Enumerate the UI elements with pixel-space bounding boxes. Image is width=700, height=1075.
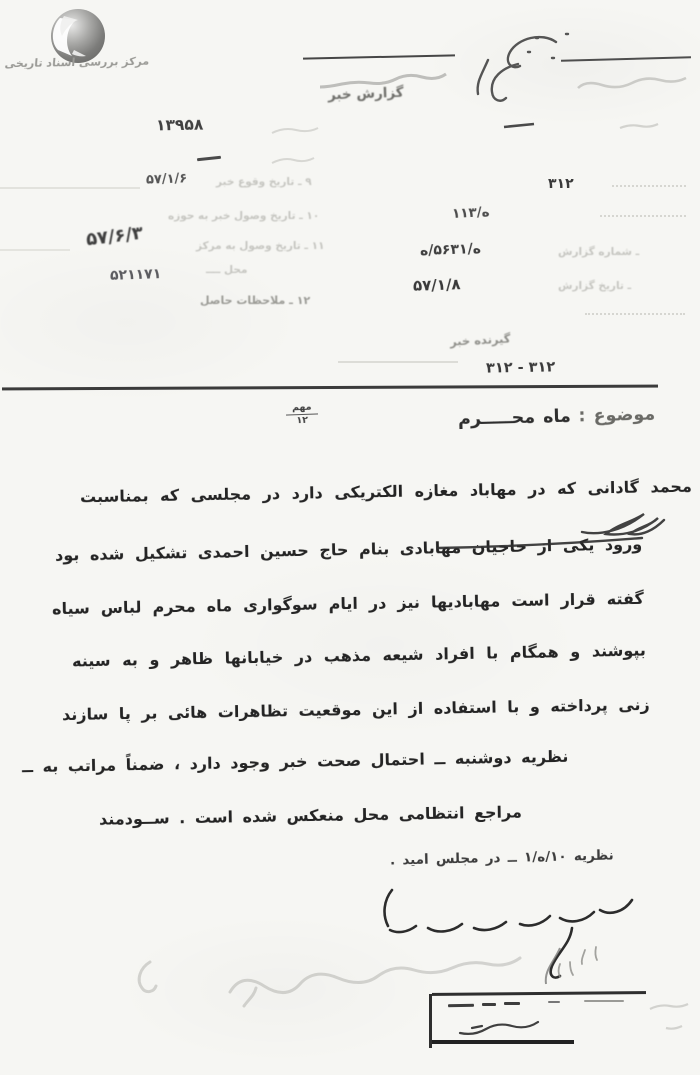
margin-note-bottom: ۱۲ <box>296 414 309 427</box>
body-line: محمد گادانی که در مهاباد مغازه الکتریکی دارد در مجلسی که بمناسبت <box>80 476 693 507</box>
signature-tail <box>546 948 560 984</box>
report-title: گزارش خبر <box>327 84 404 104</box>
faint-note <box>272 158 314 163</box>
header-rule-right <box>561 56 691 61</box>
faint-note <box>620 124 658 128</box>
faint-rule <box>0 249 70 251</box>
field-report-date-label: ـ تاریخ گزارش <box>558 280 632 292</box>
faint-header-text <box>578 78 686 88</box>
faint-digit-marks <box>559 947 598 977</box>
stamp-entry-dash <box>584 1000 624 1002</box>
subject-label: موضوع : <box>577 404 656 427</box>
body-line: گفته قرار است مهابادیها نیز در ایام سوگواری ماه محرم لباس سیاه <box>52 588 645 619</box>
stamp-entry-dash <box>548 1001 560 1003</box>
field-center-date-label: ۱۱ ـ تاریخ وصول به مرکز <box>196 240 325 252</box>
stamp-interior-scrawl <box>460 1022 538 1034</box>
pen-mark <box>197 156 221 161</box>
opinion-line: نظریه ۱۰/ه/۱ ــ در مجلس امید . <box>390 847 615 869</box>
faint-rule <box>338 361 458 363</box>
faint-stamp-side-marks <box>650 1004 688 1029</box>
body-line: نظریه دوشنبه ــ احتمال صحت خبر وجود دارد ، ضمناً مراتب به ــ <box>21 746 569 777</box>
header-rule-center <box>303 54 455 59</box>
field-place-label: محل ــــ <box>206 264 248 276</box>
faint-rule <box>0 187 140 189</box>
body-line: زنی پرداخته و با استفاده از این موقعیت تظاهرات هائی بر پا سازند <box>62 694 651 725</box>
file-number: ۱۳۹۵۸ <box>155 115 204 135</box>
field-dotted-rule <box>600 215 686 217</box>
field-received-date-label: ۱۰ ـ تاریخ وصول خبر به حوزه <box>168 210 320 222</box>
faint-note <box>272 128 318 133</box>
subject-line <box>458 404 656 429</box>
field-report-date-value: ۵۷/۱/۸ <box>412 275 461 295</box>
body-line: ورود یکی از حاجیان مهابادی بنام حاج حسین احمدی تشکیل شده بود <box>54 534 643 565</box>
field-report-number-label: ـ شماره گزارش <box>558 246 640 258</box>
field-occurrence-date-label: ۹ ـ تاریخ وقوع خبر <box>216 176 312 188</box>
faint-archival-scrawl <box>139 958 520 1006</box>
field-center-date-value: ۵۷/۶/۳ <box>84 222 145 251</box>
field-source-code: ۱ه/۱۳ <box>451 204 491 222</box>
field-remarks-label: ۱۲ ـ ملاحظات حاصل <box>200 294 311 307</box>
body-line: بپوشند و همگام با افراد شیعه مذهب در خیابانها ظاهر و به سینه <box>71 640 647 671</box>
field-dotted-rule <box>585 313 685 315</box>
subject-value: ماه محـــــرم <box>457 406 571 430</box>
field-row-number: ۳۱۲ <box>548 176 574 192</box>
field-occurrence-date-value: ۵۷/۱/۶ <box>145 171 188 188</box>
section-divider-rule <box>2 385 658 390</box>
stamp-box-top-border <box>432 991 646 996</box>
field-report-number-value: ه/۵۶۳۱/ه <box>419 240 482 260</box>
margin-note <box>286 401 319 426</box>
field-recipient-label: گیرنده خبر <box>449 331 511 349</box>
top-scrawl-annotation <box>478 34 568 101</box>
pen-mark <box>504 124 534 127</box>
margin-note-top: مهم <box>286 401 318 415</box>
field-dotted-rule <box>612 185 686 187</box>
field-recipient-value: ۳۱۲ - ۳۱۲ <box>485 359 556 377</box>
stamp-box-bottom-border <box>432 1040 574 1044</box>
org-watermark: مرکز بررسی اسناد تاریخی <box>4 54 150 71</box>
body-line: مراجع انتظامی محل منعکس شده است . ســودمند <box>98 802 523 829</box>
stamp-entry-dash <box>482 1003 496 1006</box>
stamp-entry-dash <box>448 1004 474 1007</box>
signature-scrawl <box>385 890 632 978</box>
stamp-entry-dash <box>504 1002 520 1005</box>
field-place-value: ۵۲۱۱۷۱ <box>109 266 162 284</box>
